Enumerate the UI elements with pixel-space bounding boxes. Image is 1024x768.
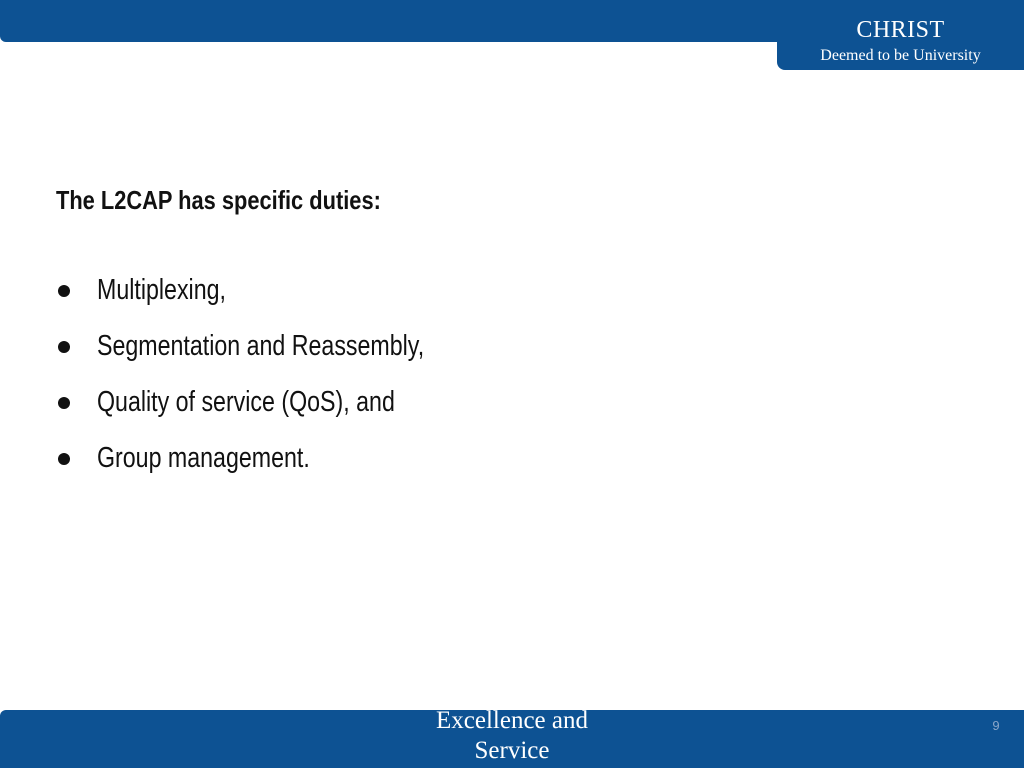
bullet-text: Group management.	[97, 442, 310, 474]
tagline-line-1: Excellence and	[436, 707, 588, 734]
footer-tagline	[412, 706, 612, 766]
bullet-text: Segmentation and Reassembly,	[97, 330, 425, 362]
slide-heading: The L2CAP has specific duties:	[56, 185, 381, 215]
logo-name: CHRIST	[856, 17, 945, 43]
bullet-text: Quality of service (QoS), and	[97, 386, 395, 418]
bullet-dot-icon	[58, 341, 70, 353]
slide-content	[56, 180, 756, 492]
page-number: 9	[992, 718, 1000, 733]
bullet-item	[56, 436, 756, 492]
bullet-item	[56, 380, 756, 436]
bullet-item	[56, 324, 756, 380]
university-logo	[777, 0, 1024, 70]
bullet-text: Multiplexing,	[97, 274, 226, 306]
bullet-item	[56, 268, 756, 324]
tagline-line-2: Service	[474, 737, 550, 764]
bullet-dot-icon	[58, 285, 70, 297]
bullet-dot-icon	[58, 397, 70, 409]
bullet-list	[56, 268, 756, 492]
bullet-dot-icon	[58, 453, 70, 465]
logo-subtitle: Deemed to be University	[820, 47, 981, 64]
